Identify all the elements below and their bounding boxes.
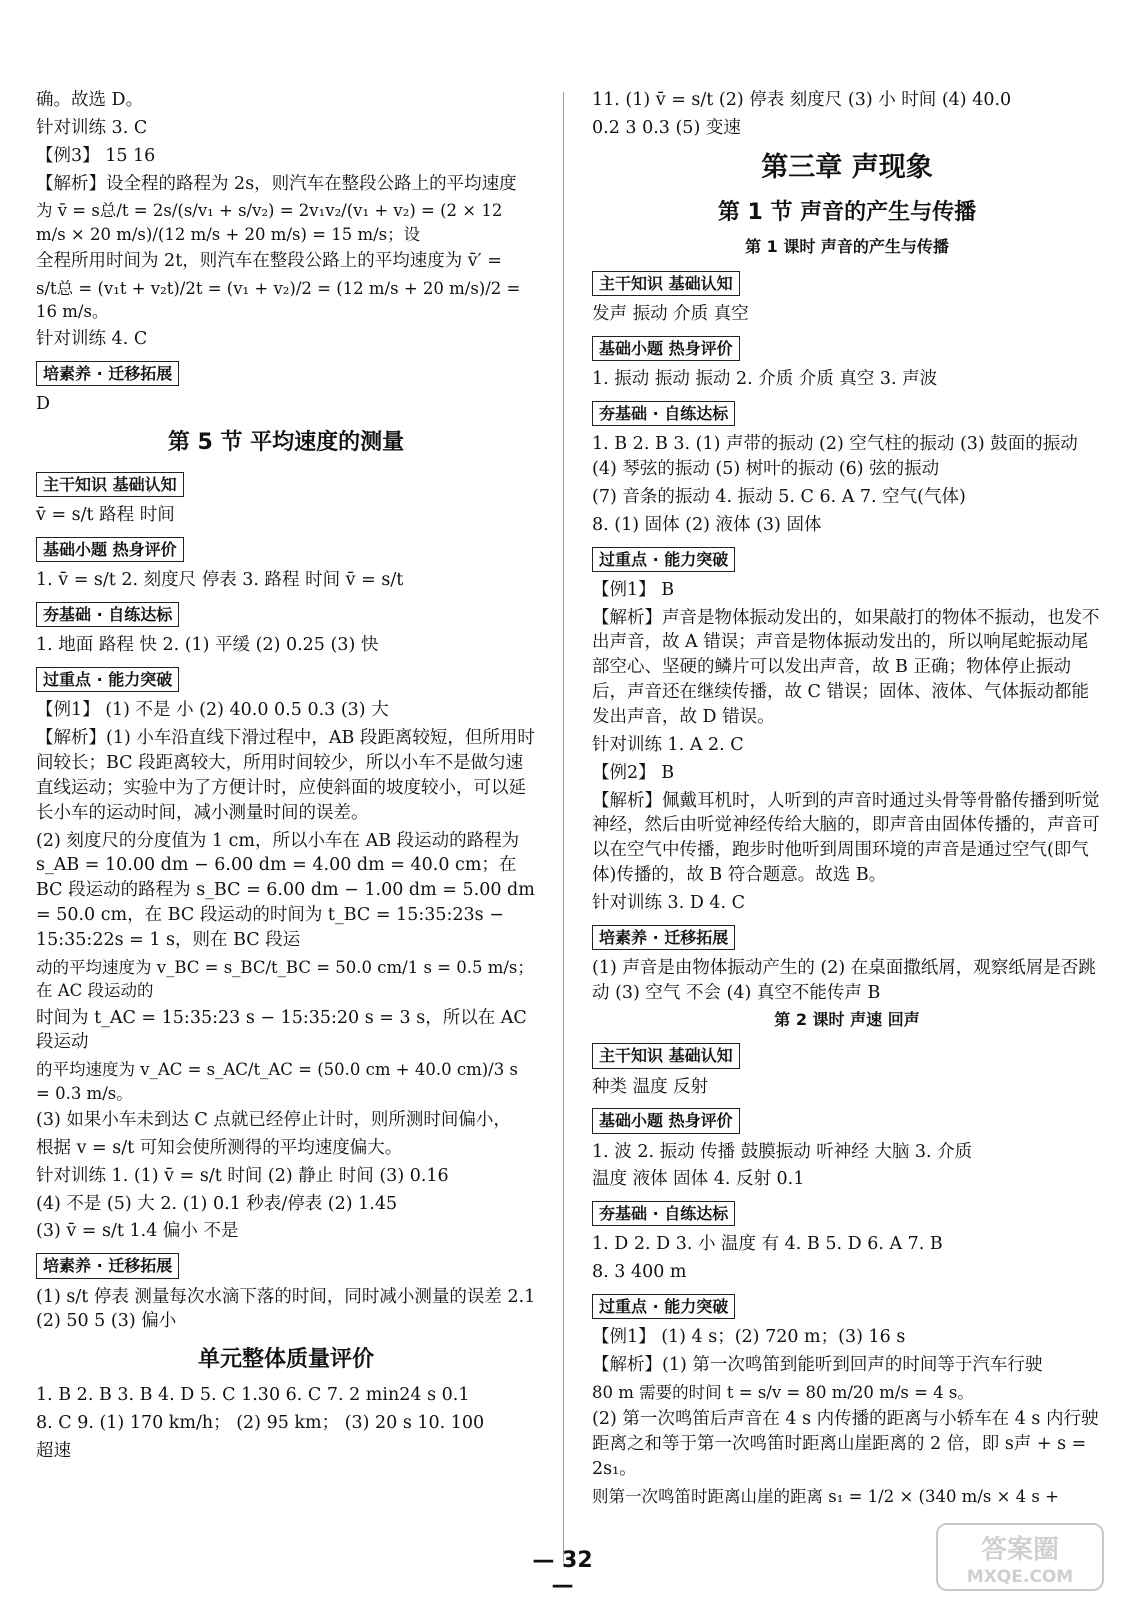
section-heading: 第 1 节 声音的产生与传播 (717, 200, 977, 226)
section-tag-row (592, 395, 1102, 432)
right-column (592, 88, 1102, 1511)
text-line: (1) s/t 停表 测量每次水滴下落的时间，同时减小测量的误差 2.1 (2) 50 5 (3) 偏小 (36, 1286, 536, 1332)
equation-line: s/t总 = (v₁t + v₂t)/2t = (v₁ + v₂)/2 = (12 m/s + 20 m/s)/2 = 16 m/s。 (36, 279, 521, 322)
equation-line: 则第一次鸣笛时距离山崖的距离 s₁ = 1/2 × (340 m/s × 4 s + (592, 1486, 1059, 1506)
text-line: 发声 振动 介质 真空 (592, 304, 749, 325)
section-tag-row (36, 596, 536, 633)
section-tag-row (592, 1102, 1102, 1139)
section-tag: 主干知识 基础认知 (592, 271, 740, 296)
text-line: 温度 液体 固体 4. 反射 0.1 (592, 1169, 805, 1190)
section-tag-row (592, 265, 1102, 302)
section-tag: 过重点 · 能力突破 (592, 1294, 735, 1319)
section-tag-row (36, 1247, 536, 1284)
text-line: 【解析】(1) 小车沿直线下滑过程中，AB 段距离较短，但所用时间较长；BC 段距离较大，所用时间较少，所以小车不是做匀速直线运动；实验中为了方便计时，应使斜面的坡度较小，可以延长小车的运动时间，减小测量时间的误差。 (36, 728, 535, 823)
text-line: 【解析】佩戴耳机时，人听到的声音时通过头骨等骨骼传播到听觉神经，然后由听觉神经传给大脑的，即声音由固体传播的，声音可以在空气中传播，跑步时他听到周围环境的声音是通过空气(即气体)传播的，故 B 符合题意。故选 B。 (592, 790, 1100, 886)
equation-line: 的平均速度为 v_AC = s_AC/t_AC = (50.0 cm + 40.0 cm)/3 s = 0.3 m/s。 (36, 1060, 518, 1103)
text-line: (4) 不是 (5) 大 2. (1) 0.1 秒表/停表 (2) 1.45 (36, 1193, 398, 1214)
text-line: 【例2】 B (592, 762, 675, 783)
section-tag: 夯基础 · 自练达标 (592, 1201, 735, 1226)
text-line: 种类 温度 反射 (592, 1076, 709, 1097)
text-line: 11. (1) v̄ = s/t (2) 停表 刻度尺 (3) 小 时间 (4) 40.0 (592, 90, 1012, 110)
equation-line: 动的平均速度为 v_BC = s_BC/t_BC = 50.0 cm/1 s = 0.5 m/s；在 AC 段运动的 (36, 957, 534, 1001)
text-line: 1. 地面 路程 快 2. (1) 平缓 (2) 0.25 (3) 快 (36, 635, 379, 656)
page-number: — 32 — (532, 1548, 593, 1598)
text-line: 时间为 t_AC = 15:35:23 s − 15:35:20 s = 3 s，所以在 AC 段运动 (36, 1007, 527, 1053)
section-tag: 夯基础 · 自练达标 (592, 401, 735, 426)
section-tag: 基础小题 热身评价 (592, 1108, 740, 1133)
section-heading: 单元整体质量评价 (197, 1347, 374, 1373)
section-tag: 培素养 · 迁移拓展 (592, 925, 735, 950)
section-tag-row (36, 531, 536, 568)
text-line: 【例1】 (1) 4 s；(2) 720 m；(3) 16 s (592, 1327, 906, 1348)
equation-line: 80 m 需要的时间 t = s/v = 80 m/20 m/s = 4 s。 (592, 1383, 974, 1402)
text-line: 【例1】 (1) 不是 小 (2) 40.0 0.5 0.3 (3) 大 (36, 700, 389, 721)
section-tag-row (36, 466, 536, 503)
text-line: 1. B 2. B 3. (1) 声带的振动 (2) 空气柱的振动 (3) 鼓面的振动 (4) 琴弦的振动 (5) 树叶的振动 (6) 弦的振动 (592, 434, 1078, 480)
section-tag-row (592, 919, 1102, 956)
equation-line: 为 v̄ = s总/t = 2s/(s/v₁ + s/v₂) = 2v₁v₂/(v₁ + v₂) = (2 × 12 m/s × 20 m/s)/(12 m/s + 20 m/s) = 15 m/s；设 (36, 201, 503, 244)
text-line: (2) 第一次鸣笛后声音在 4 s 内传播的距离与小轿车在 4 s 内行驶距离之和等于第一次鸣笛时距离山崖距离的 2 倍，即 s声 + s = 2s₁。 (592, 1409, 1099, 1480)
section-tag-row (36, 355, 536, 392)
text-line: 1. B 2. B 3. B 4. D 5. C 1.30 6. C 7. 2 min24 s 0.1 (36, 1385, 470, 1406)
text-line: 【解析】(1) 第一次鸣笛到能听到回声的时间等于汽车行驶 (592, 1355, 1043, 1376)
text-line: 8. (1) 固体 (2) 液体 (3) 固体 (592, 514, 822, 535)
text-line: (2) 刻度尺的分度值为 1 cm，所以小车在 AB 段运动的路程为 s_AB = 10.00 dm − 6.00 dm = 4.00 dm = 40.0 cm；在 BC 段运动的路程为 s_BC = 6.00 dm − 1.00 dm = 5.00 dm = 50.0 cm，在 BC 段运动的时间为 t_BC = 15:35:23s − 15:35:22s = 1 s，则在 BC 段运 (36, 830, 535, 950)
text-line: 针对训练 1. A 2. C (592, 734, 744, 755)
lesson-heading: 第 2 课时 声速 回声 (774, 1009, 920, 1029)
text-line: 【例3】 15 16 (36, 145, 156, 166)
text-line: 针对训练 4. C (36, 328, 148, 349)
text-line: 0.2 3 0.3 (5) 变速 (592, 117, 741, 138)
section-tag-row (592, 541, 1102, 578)
text-line: 全程所用时间为 2t，则汽车在整段公路上的平均速度为 v̄′ = (36, 251, 502, 272)
column-divider (563, 92, 564, 1562)
text-line: 确。故选 D。 (36, 90, 144, 110)
section-tag: 过重点 · 能力突破 (592, 547, 735, 572)
text-line: 根据 v = s/t 可知会使所测得的平均速度偏大。 (36, 1137, 403, 1158)
text-line: 8. 3 400 m (592, 1262, 687, 1283)
text-line: 1. v̄ = s/t 2. 刻度尺 停表 3. 路程 时间 v̄ = s/t (36, 570, 404, 591)
section-tag: 基础小题 热身评价 (592, 336, 740, 361)
text-line: 针对训练 3. C (36, 117, 148, 138)
text-line: v̄ = s/t 路程 时间 (36, 505, 175, 526)
text-line: 【解析】设全程的路程为 2s，则汽车在整段公路上的平均速度 (36, 173, 517, 194)
section-tag-row (592, 1037, 1102, 1074)
lesson-heading: 第 1 课时 声音的产生与传播 (745, 237, 949, 257)
text-line: D (36, 393, 51, 414)
svg-text:答案圈: 答案圈 (980, 1535, 1060, 1565)
text-line: 超速 (36, 1441, 71, 1462)
text-line: 8. C 9. (1) 170 km/h； (2) 95 km； (3) 20 s 10. 100 (36, 1413, 485, 1434)
text-line: 1. 波 2. 振动 传播 鼓膜振动 听神经 大脑 3. 介质 (592, 1141, 973, 1162)
text-line: 【解析】声音是物体振动发出的，如果敲打的物体不振动，也发不出声音，故 A 错误；声音是物体振动发出的，所以响尾蛇振动尾部空心、坚硬的鳞片可以发出声音，故 B 正确；物体停止振动后，声音还在继续传播，故 C 错误；固体、液体、气体振动都能发出声音，故 D 错误。 (592, 607, 1100, 727)
section-heading: 第 5 节 平均速度的测量 (167, 429, 405, 455)
text-line: 【例1】 B (592, 579, 675, 600)
section-tag-row (592, 330, 1102, 367)
section-tag-row (592, 1288, 1102, 1325)
section-tag: 主干知识 基础认知 (36, 472, 184, 497)
text-line: 1. D 2. D 3. 小 温度 有 4. B 5. D 6. A 7. B (592, 1234, 943, 1255)
text-line: 针对训练 3. D 4. C (592, 892, 746, 913)
text-line: 1. 振动 振动 振动 2. 介质 介质 真空 3. 声波 (592, 369, 938, 390)
watermark-logo (935, 1522, 1105, 1592)
text-line: 针对训练 1. (1) v̄ = s/t 时间 (2) 静止 时间 (3) 0.16 (36, 1165, 449, 1186)
section-tag: 培素养 · 迁移拓展 (36, 361, 179, 386)
section-tag: 主干知识 基础认知 (592, 1043, 740, 1068)
section-tag-row (36, 661, 536, 698)
section-tag: 基础小题 热身评价 (36, 537, 184, 562)
text-line: (3) v̄ = s/t 1.4 偏小 不是 (36, 1221, 239, 1242)
section-tag: 过重点 · 能力突破 (36, 667, 179, 692)
svg-text:MXQE.COM: MXQE.COM (966, 1567, 1074, 1587)
text-line: (3) 如果小车未到达 C 点就已经停止计时，则所测时间偏小， (36, 1110, 511, 1131)
left-column (36, 88, 536, 1467)
text-line: (1) 声音是由物体振动产生的 (2) 在桌面撒纸屑，观察纸屑是否跳动 (3) 空气 不会 (4) 真空不能传声 B (592, 957, 1096, 1003)
chapter-heading: 第三章 声现象 (761, 151, 933, 183)
text-line: (7) 音条的振动 4. 振动 5. C 6. A 7. 空气(气体) (592, 486, 966, 507)
section-tag: 培素养 · 迁移拓展 (36, 1253, 179, 1278)
section-tag-row (592, 1195, 1102, 1232)
section-tag: 夯基础 · 自练达标 (36, 602, 179, 627)
